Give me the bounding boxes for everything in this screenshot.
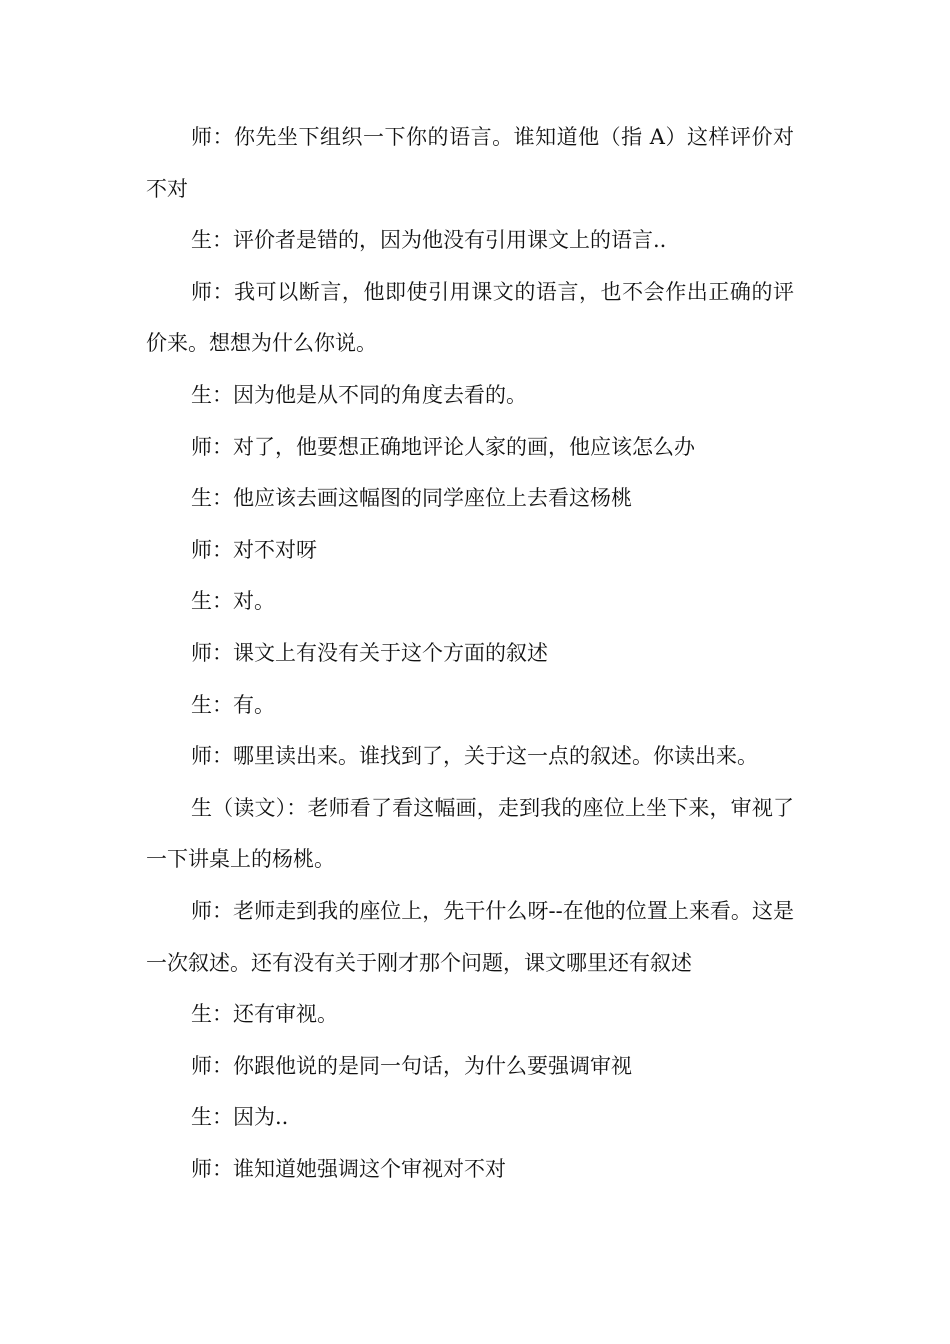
paragraph-student-7: 生：因为.. <box>191 1105 289 1130</box>
paragraph-teacher-7: 师：老师走到我的座位上，先干什么呀--在他的位置上来看。这是一次叙述。还有没有关于刚才那个问题，课文哪里还有叙述 <box>146 898 794 975</box>
paragraph-student-5: 生：有。 <box>191 692 275 717</box>
paragraph-teacher-2: 师：我可以断言，他即使引用课文的语言，也不会作出正确的评价来。想想为什么你说。 <box>146 279 794 356</box>
paragraph-teacher-9: 师：谁知道她强调这个审视对不对 <box>191 1156 506 1181</box>
dialogue-body <box>146 112 794 1195</box>
paragraph-student-3: 生：他应该去画这幅图的同学座位上去看这杨桃 <box>191 486 632 511</box>
paragraph-teacher-3: 师：对了，他要想正确地评论人家的画，他应该怎么办 <box>191 434 695 459</box>
paragraph-student-reading: 生（读文）：老师看了看这幅画，走到我的座位上坐下来，审视了一下讲桌上的杨桃。 <box>146 795 794 872</box>
paragraph-teacher-8: 师：你跟他说的是同一句话，为什么要强调审视 <box>191 1053 632 1078</box>
paragraph-student-1: 生：评价者是错的，因为他没有引用课文上的语言.. <box>191 228 667 253</box>
paragraph-teacher-5: 师：课文上有没有关于这个方面的叙述 <box>191 640 548 665</box>
paragraph-student-4: 生：对。 <box>191 589 275 614</box>
paragraph-teacher-4: 师：对不对呀 <box>191 537 317 562</box>
paragraph-student-2: 生：因为他是从不同的角度去看的。 <box>191 382 527 407</box>
paragraph-student-6: 生：还有审视。 <box>191 1002 338 1027</box>
paragraph-teacher-1: 师：你先坐下组织一下你的语言。谁知道他（指 A）这样评价对不对 <box>146 125 794 201</box>
paragraph-teacher-6: 师：哪里读出来。谁找到了，关于这一点的叙述。你读出来。 <box>191 744 758 769</box>
